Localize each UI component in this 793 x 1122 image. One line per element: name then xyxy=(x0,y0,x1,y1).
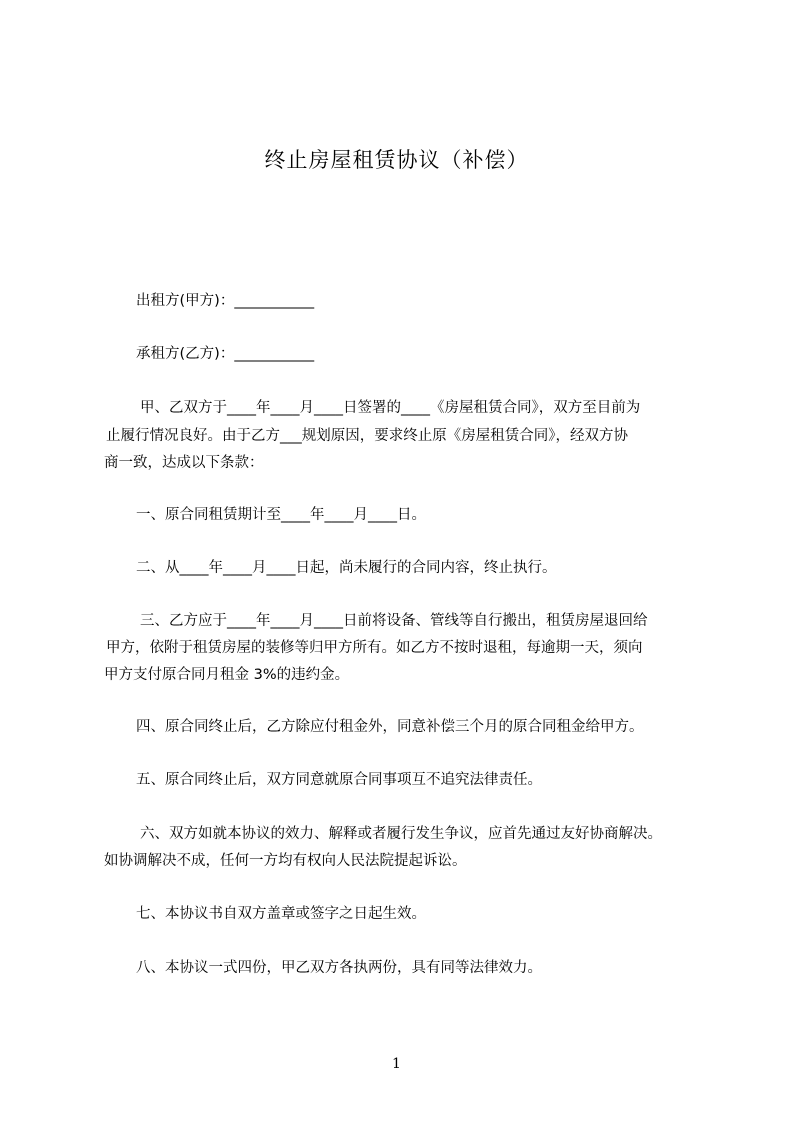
intro-line-1: 甲、乙双方于____年____月____日签署的____《房屋租赁合同》，双方至目前为 xyxy=(140,400,641,416)
intro-line-3: 商一致，达成以下条款： xyxy=(104,455,264,471)
clause-7: 七、本协议书自双方盖章或签字之日起生效。 xyxy=(136,906,426,922)
clause-3-line-2: 甲方，依附于租赁房屋的装修等归甲方所有。如乙方不按时退租，每逾期一天，须向 xyxy=(106,640,643,656)
intro-line-2: 止履行情况良好。由于乙方___规划原因，要求终止原《房屋租赁合同》，经双方协 xyxy=(106,428,628,444)
clause-6-line-2: 如协调解决不成，任何一方均有权向人民法院提起诉讼。 xyxy=(104,853,467,869)
clause-2: 二、从____年____月____日起，尚未履行的合同内容，终止执行。 xyxy=(136,560,557,576)
clause-5: 五、原合同终止后，双方同意就原合同事项互不追究法律责任。 xyxy=(136,772,542,788)
clause-1: 一、原合同租赁期计至____年____月____日。 xyxy=(136,507,426,523)
clause-3-line-1: 三、乙方应于____年____月____日前将设备、管线等自行搬出，租赁房屋退回给 xyxy=(140,613,648,629)
document-title: 终止房屋租赁协议（补偿） xyxy=(264,148,529,172)
lessee-line: 承租方(乙方)：___________ xyxy=(136,346,315,362)
page-number: 1 xyxy=(392,1056,401,1072)
lessor-line: 出租方(甲方)：___________ xyxy=(136,293,315,309)
clause-8: 八、本协议一式四份，甲乙双方各执两份，具有同等法律效力。 xyxy=(136,960,542,976)
clause-3-line-3: 甲方支付原合同月租金 3%的违约金。 xyxy=(104,667,350,683)
clause-4: 四、原合同终止后，乙方除应付租金外，同意补偿三个月的原合同租金给甲方。 xyxy=(136,719,644,735)
clause-6-line-1: 六、双方如就本协议的效力、解释或者履行发生争议，应首先通过友好协商解决。 xyxy=(140,826,662,842)
